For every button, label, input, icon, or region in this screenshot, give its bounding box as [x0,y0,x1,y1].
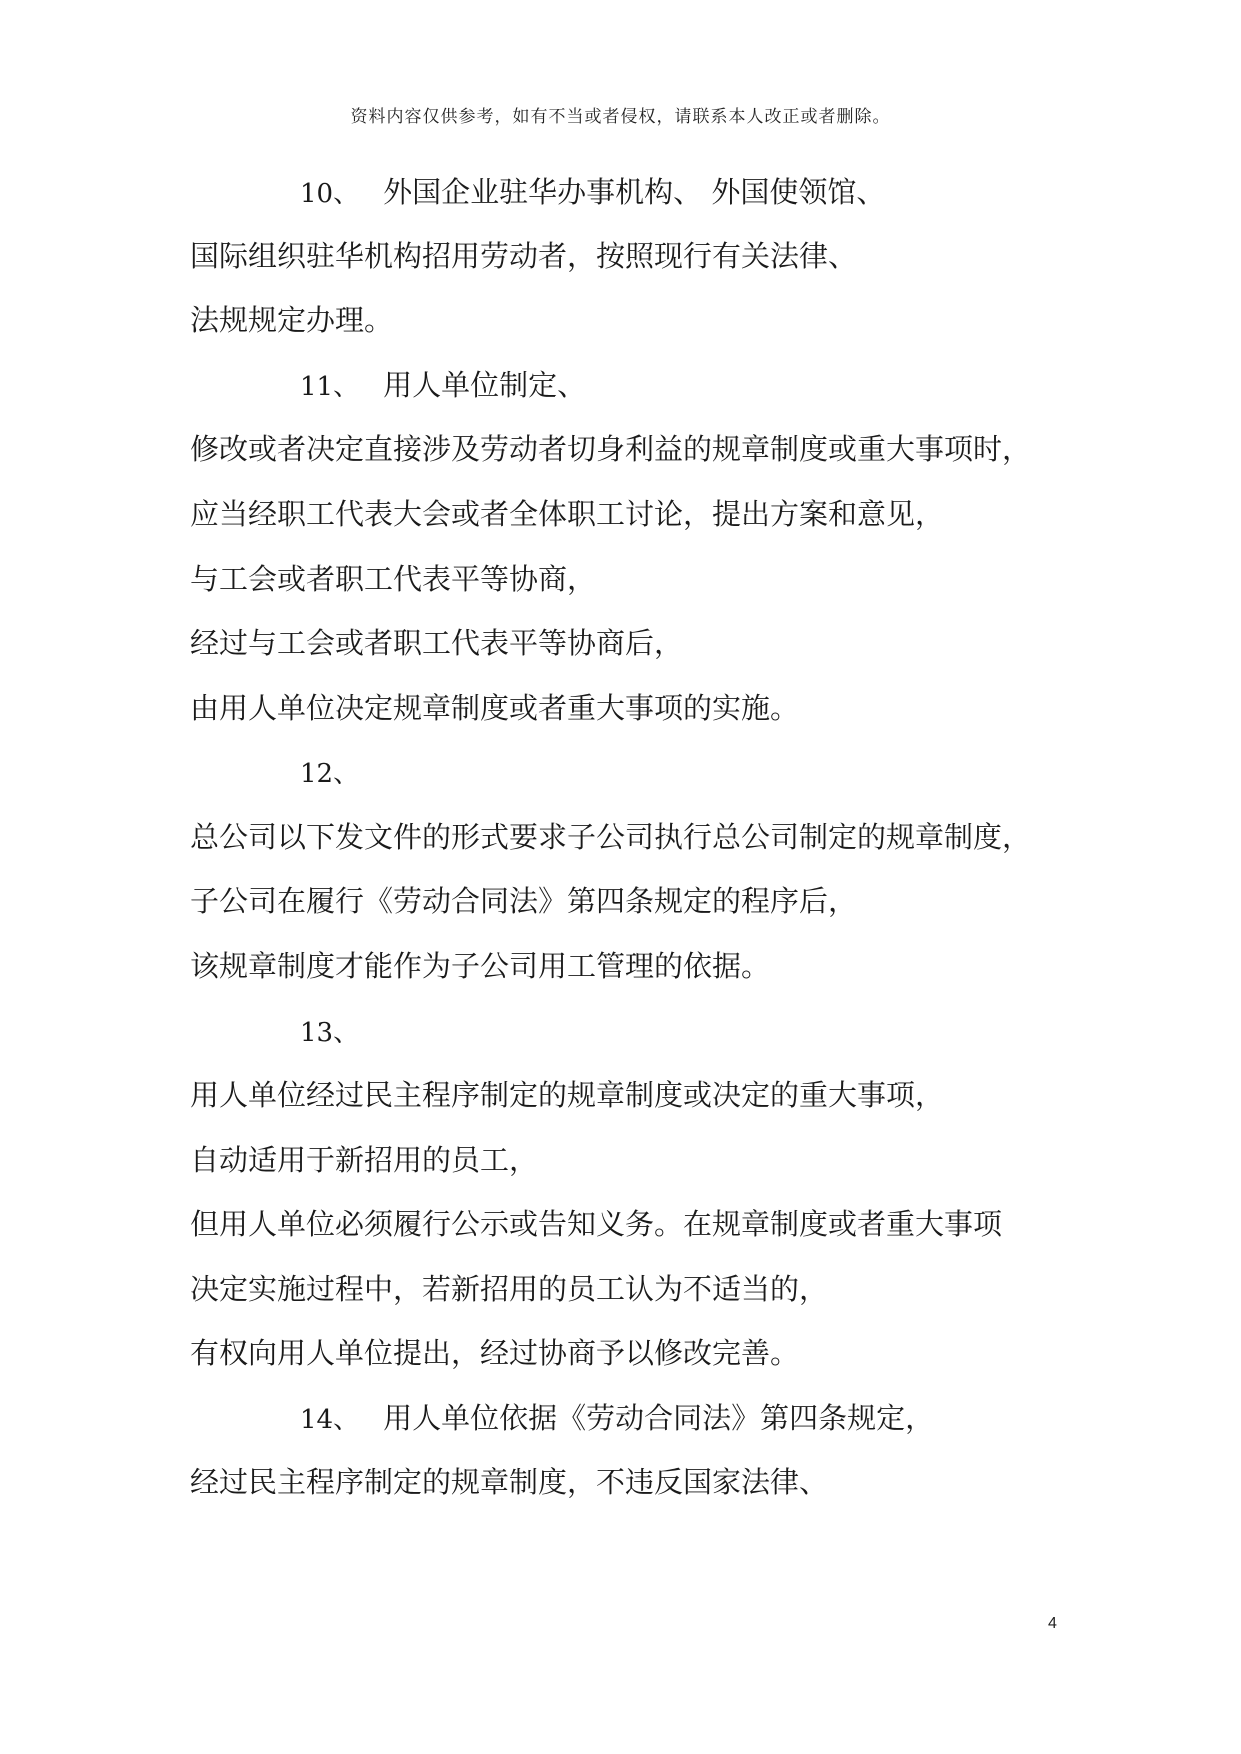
text-line [190,236,857,276]
text-line [190,1140,538,1180]
text-line [190,1075,944,1115]
line-text: 但用人单位必须履行公示或告知义务。在规章制度或者重大事项 [190,1207,1003,1241]
line-text: 有权向用人单位提出，经过协商予以修改完善。 [190,1336,800,1370]
line-text: 用人单位依据《劳动合同法》第四条规定， [383,1401,935,1435]
text-line [300,1398,934,1438]
line-text: 经过与工会或者职工代表平等协商后， [190,626,684,660]
line-text: 该规章制度才能作为子公司用工管理的依据。 [190,949,771,983]
text-line [190,559,596,599]
line-text: 与工会或者职工代表平等协商， [190,562,597,596]
header-disclaimer: 资料内容仅供参考，如有不当或者侵权，请联系本人改正或者删除。 [350,107,891,127]
item-number: 10、 [300,179,360,209]
text-line [190,623,683,663]
text-line [190,429,1031,469]
text-line [190,688,799,728]
page-number: 4 [1048,1615,1057,1632]
line-text: 子公司在履行《劳动合同法》第四条规定的程序后， [190,884,858,918]
line-text: 应当经职工代表大会或者全体职工讨论，提出方案和意见， [190,497,945,531]
text-line [190,1462,828,1502]
line-text: 由用人单位决定规章制度或者重大事项的实施。 [190,691,800,725]
line-text: 自动适用于新招用的员工， [190,1143,539,1177]
line-text: 法规规定办理。 [190,303,394,337]
item-number: 11、 [300,372,360,402]
item-number: 14、 [300,1405,360,1435]
text-line [190,1269,828,1309]
text-line [300,1011,359,1051]
text-line [190,300,393,340]
line-text: 总公司以下发文件的形式要求子公司执行总公司制定的规章制度， [190,820,1032,854]
text-line [190,1333,799,1373]
text-line [190,1204,1002,1244]
text-line [300,752,359,792]
text-line [300,172,885,212]
item-number: 13、 [300,1018,360,1048]
text-line [190,946,770,986]
text-line [300,365,586,405]
item-number: 12、 [300,759,360,789]
line-text: 用人单位制定、 [383,368,587,402]
line-text: 经过民主程序制定的规章制度，不违反国家法律、 [190,1465,829,1499]
line-text: 用人单位经过民主程序制定的规章制度或决定的重大事项， [190,1078,945,1112]
line-text: 外国企业驻华办事机构、 外国使领馆、 [383,175,886,209]
line-text: 修改或者决定直接涉及劳动者切身利益的规章制度或重大事项时， [190,432,1032,466]
line-text: 国际组织驻华机构招用劳动者，按照现行有关法律、 [190,239,858,273]
line-text: 决定实施过程中，若新招用的员工认为不适当的， [190,1272,829,1306]
text-line [190,881,857,921]
text-line [190,817,1031,857]
text-line [190,494,944,534]
